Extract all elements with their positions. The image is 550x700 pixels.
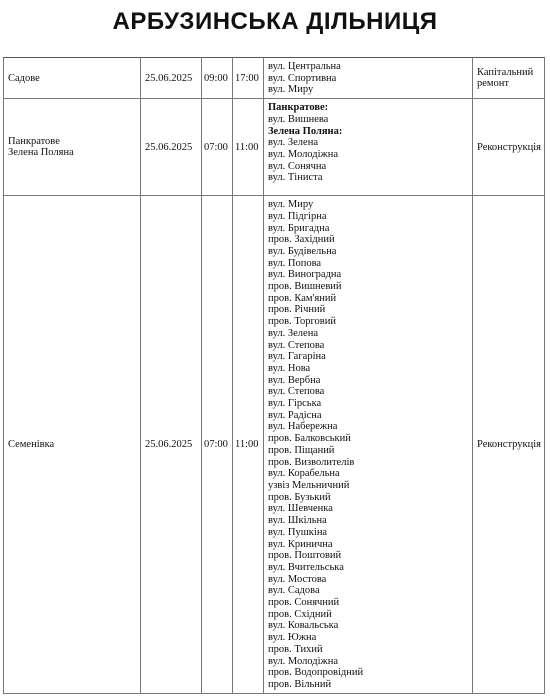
street-item: вул. Спортивна — [268, 72, 337, 84]
table-row — [4, 58, 545, 99]
end-time-cell: 17:00 — [233, 58, 264, 99]
street-item: пров. Вишневий — [268, 281, 342, 293]
start-time-cell: 07:00 — [202, 99, 233, 196]
street-item: вул. Ковальська — [268, 620, 339, 632]
start-time-cell: 07:00 — [202, 196, 233, 694]
street-item: вул. Зелена — [268, 327, 318, 339]
end-time-cell: 11:00 — [233, 196, 264, 694]
settlement-name: Семенівка — [8, 438, 55, 450]
table-row — [4, 99, 545, 196]
street-item: вул. Вчительська — [268, 561, 344, 573]
street-item: вул. Кринична — [268, 538, 333, 550]
street-item: вул. Підгірна — [268, 210, 327, 222]
street-item: вул. Будівельна — [268, 245, 337, 257]
street-group-heading: Панкратове: — [268, 102, 329, 114]
outage-table-body — [4, 58, 545, 694]
page-title: АРБУЗИНСЬКА ДІЛЬНИЦЯ — [112, 8, 438, 35]
street-item: пров. Водопровідний — [268, 667, 364, 679]
settlement-name: Зелена Поляна — [8, 147, 74, 159]
street-item: вул. Садова — [268, 585, 320, 597]
street-item: вул. Вербна — [268, 374, 321, 386]
street-item: вул. Нова — [268, 362, 311, 374]
start-time-cell: 09:00 — [202, 58, 233, 99]
street-group-heading: Зелена Поляна: — [268, 125, 343, 137]
street-item: пров. Торговий — [268, 316, 336, 328]
street-item: вул. Южна — [268, 632, 317, 644]
street-item: узвіз Мельничний — [268, 479, 350, 491]
settlement-cell — [4, 196, 141, 694]
street-item: пров. Кам'яний — [268, 292, 337, 304]
street-item: пров. Поштовий — [268, 550, 342, 562]
street-item: вул. Вишнева — [268, 113, 329, 125]
street-item: пров. Бузький — [268, 491, 331, 503]
settlement-cell — [4, 99, 141, 196]
settlement-name: Садове — [8, 72, 40, 84]
streets-cell — [264, 99, 473, 196]
street-item: вул. Центральна — [268, 61, 341, 72]
date-cell: 25.06.2025 — [141, 196, 202, 694]
street-item: вул. Бригадна — [268, 222, 330, 234]
street-item: вул. Попова — [268, 257, 322, 269]
street-item: вул. Зелена — [268, 137, 318, 149]
street-item: вул. Набережна — [268, 421, 338, 433]
date-cell: 25.06.2025 — [141, 58, 202, 99]
street-item: вул. Молодіжна — [268, 655, 339, 667]
reason-cell: Реконструкція — [473, 196, 545, 694]
street-item: пров. Піщаний — [268, 444, 335, 456]
table-row — [4, 196, 545, 694]
reason-cell: Реконструкція — [473, 99, 545, 196]
outage-table — [3, 57, 545, 694]
street-item: вул. Шкільна — [268, 515, 327, 527]
street-item: вул. Виноградна — [268, 269, 342, 281]
streets-cell — [264, 196, 473, 694]
street-item: вул. Степова — [268, 386, 325, 398]
street-item: пров. Балковський — [268, 433, 351, 445]
reason-cell: Капітальний ремонт — [473, 58, 545, 99]
street-item: пров. Східний — [268, 608, 332, 620]
street-item: пров. Вільний — [268, 678, 332, 690]
street-item: вул. Радісна — [268, 409, 322, 421]
street-item: вул. Корабельна — [268, 468, 340, 480]
street-item: вул. Мостова — [268, 573, 327, 585]
settlement-name: Панкратове — [8, 136, 60, 148]
street-item: пров. Тихий — [268, 643, 323, 655]
street-item: вул. Гірська — [268, 398, 322, 410]
street-item: пров. Сонячний — [268, 597, 340, 609]
street-item: вул. Степова — [268, 339, 325, 351]
street-item: вул. Гагаріна — [268, 351, 326, 363]
street-item: пров. Визволителів — [268, 456, 355, 468]
street-item: вул. Миру — [268, 84, 314, 96]
street-item: вул. Шевченка — [268, 503, 333, 515]
street-item: пров. Західний — [268, 234, 335, 246]
street-item: вул. Тіниста — [268, 172, 323, 184]
street-item: вул. Молодіжна — [268, 148, 339, 160]
date-cell: 25.06.2025 — [141, 99, 202, 196]
street-item: вул. Сонячна — [268, 160, 327, 172]
street-item: вул. Пушкіна — [268, 526, 328, 538]
street-item: пров. Річний — [268, 304, 326, 316]
street-item: вул. Миру — [268, 199, 314, 211]
end-time-cell: 11:00 — [233, 99, 264, 196]
streets-cell — [264, 58, 473, 99]
settlement-cell — [4, 58, 141, 99]
